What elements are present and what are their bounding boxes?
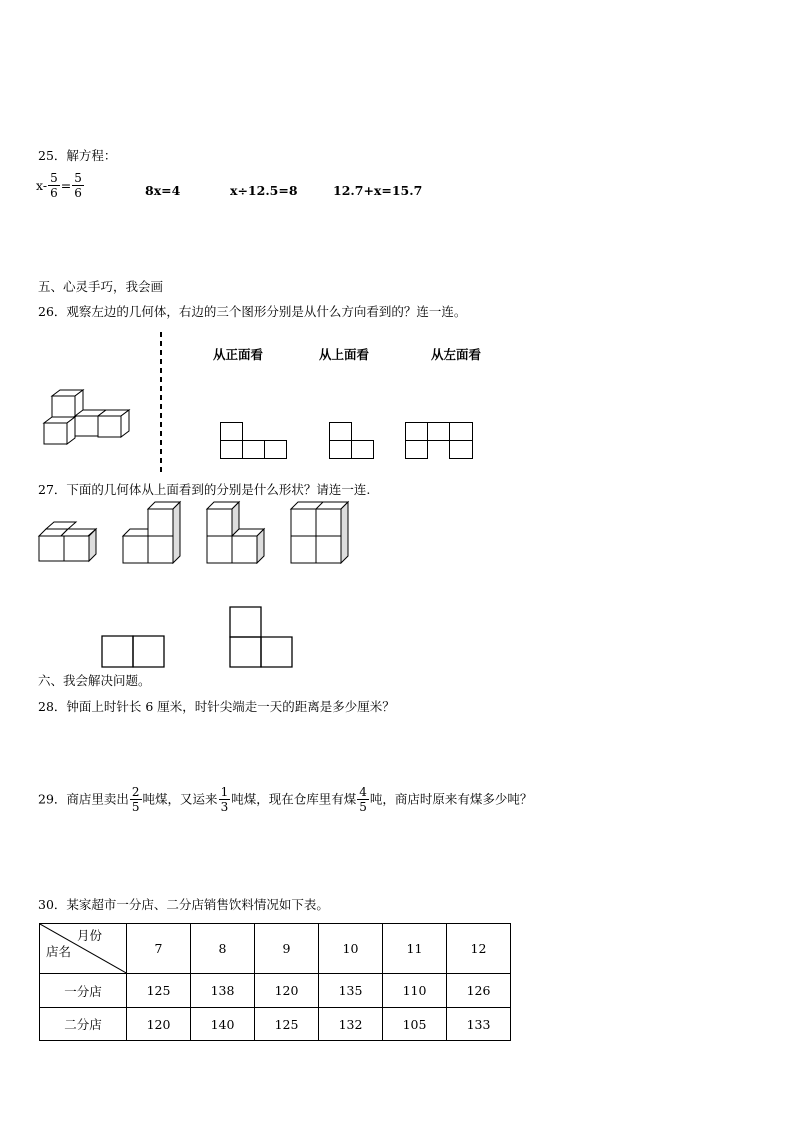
fraction: $\frac{4}{5}$ bbox=[359, 785, 367, 814]
table-row bbox=[40, 974, 511, 1008]
q27-shape-b bbox=[229, 606, 294, 668]
table-cell: 140 bbox=[191, 1008, 255, 1041]
corner-store-label: 店名 bbox=[46, 944, 72, 959]
section-5-title: 五、心灵手巧，我会画 bbox=[38, 279, 164, 294]
q28-text: 28．钟面上时针长 6 厘米，时针尖端走一天的距离是多少厘米？ bbox=[38, 699, 395, 714]
q25-equation-1: x- $\frac{5}{6}$ = $\frac{5}{6}$ bbox=[36, 171, 82, 200]
q27-solid-1 bbox=[36, 518, 102, 564]
month-header: 11 bbox=[383, 924, 447, 974]
table-cell: 105 bbox=[383, 1008, 447, 1041]
view-shape-a bbox=[220, 422, 288, 460]
table-cell: 138 bbox=[191, 974, 255, 1008]
fraction: $\frac{2}{5}$ bbox=[131, 785, 140, 814]
fraction: $\frac{5}{6}$ bbox=[50, 171, 58, 200]
month-header: 12 bbox=[447, 924, 511, 974]
table-cell: 126 bbox=[447, 974, 511, 1008]
q29-text: 29．商店里卖出 $\frac{2}{5}$ 吨煤，又运来 $\frac{1}{3}$ 吨煤，现在仓库里有煤 $\frac{4}{5}$ 吨，商店时原来有煤多少吨？ bbox=[38, 785, 533, 814]
q26-text: 26．观察左边的几何体，右边的三个图形分别是从什么方向看到的？连一连。 bbox=[38, 304, 467, 319]
view-shape-c bbox=[405, 422, 474, 460]
q27-text: 27．下面的几何体从上面看到的分别是什么形状？请连一连. bbox=[38, 482, 371, 497]
table-cell: 125 bbox=[127, 974, 191, 1008]
view-shape-b bbox=[329, 422, 375, 460]
table-cell: 133 bbox=[447, 1008, 511, 1041]
store-name: 二分店 bbox=[40, 1008, 127, 1041]
table-cell: 120 bbox=[255, 974, 319, 1008]
table-corner-cell bbox=[40, 924, 127, 974]
month-header: 10 bbox=[319, 924, 383, 974]
q25-equation-2: 8x=4 bbox=[145, 183, 181, 198]
month-header: 8 bbox=[191, 924, 255, 974]
sales-table bbox=[39, 923, 511, 1041]
dashed-divider bbox=[159, 332, 163, 472]
corner-month-label: 月份 bbox=[76, 928, 102, 943]
q27-solid-4 bbox=[288, 500, 354, 564]
table-row bbox=[40, 1008, 511, 1041]
table-cell: 132 bbox=[319, 1008, 383, 1041]
eq1-prefix: x- bbox=[36, 178, 48, 193]
view-top-label: 从上面看 bbox=[319, 347, 370, 362]
table-header-row bbox=[40, 924, 511, 974]
table-cell: 110 bbox=[383, 974, 447, 1008]
q25-label: 25．解方程： bbox=[38, 148, 117, 163]
fraction: $\frac{1}{3}$ bbox=[220, 785, 229, 814]
q27-shape-a bbox=[101, 635, 165, 668]
q27-solid-2 bbox=[120, 500, 184, 564]
q25-equation-3: x÷12.5=8 bbox=[230, 183, 298, 198]
month-header: 7 bbox=[127, 924, 191, 974]
view-left-label: 从左面看 bbox=[431, 347, 482, 362]
q27-solid-3 bbox=[204, 500, 270, 564]
fraction: $\frac{5}{6}$ bbox=[74, 171, 82, 200]
month-header: 9 bbox=[255, 924, 319, 974]
table-cell: 135 bbox=[319, 974, 383, 1008]
q25-equation-4: 12.7+x=15.7 bbox=[333, 183, 423, 198]
q26-solid-figure bbox=[40, 388, 140, 446]
view-front-label: 从正面看 bbox=[213, 347, 264, 362]
q30-text: 30．某家超市一分店、二分店销售饮料情况如下表。 bbox=[38, 897, 329, 912]
table-cell: 120 bbox=[127, 1008, 191, 1041]
section-6-title: 六、我会解决问题。 bbox=[38, 673, 151, 688]
store-name: 一分店 bbox=[40, 974, 127, 1008]
table-cell: 125 bbox=[255, 1008, 319, 1041]
